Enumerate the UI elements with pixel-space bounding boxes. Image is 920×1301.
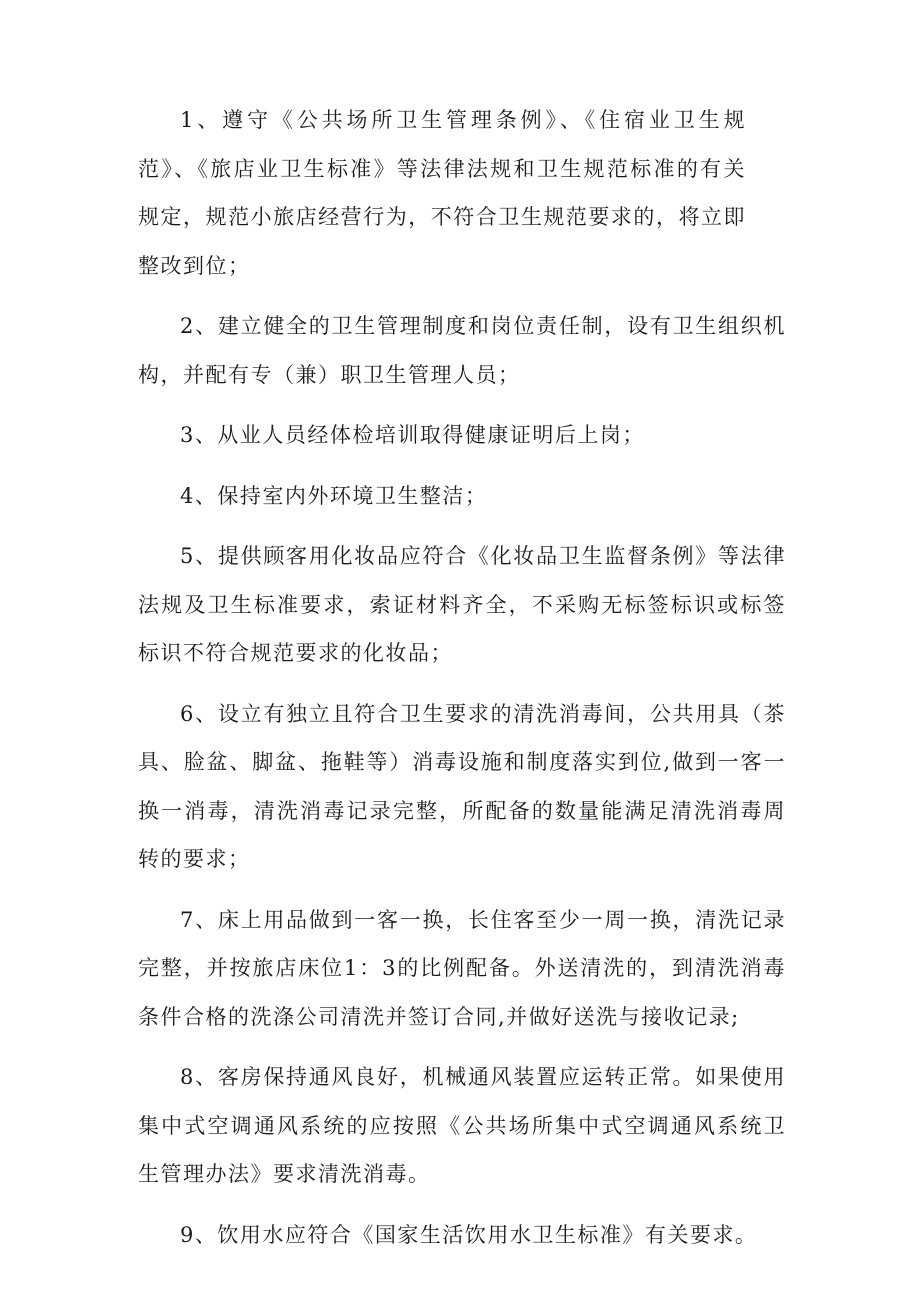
clause-number: 3、: [180, 423, 218, 447]
document-body: [138, 96, 786, 1271]
clause-8: [138, 1053, 786, 1199]
clause-text: 遵守《公共场所卫生管理条例》、《住宿业卫生规范》、《旅店业卫生标准》等法律法规和卫生规范标准的有关规定，规范小旅店经营行为，不符合卫生规范要求的，将立即整改到位；: [138, 108, 746, 278]
clause-7: [138, 896, 786, 1042]
clause-text: 客房保持通风良好，机械通风装置应运转正常。如果使用集中式空调通风系统的应按照《公共场所集中式空调通风系统卫生管理办法》要求清洗消毒。: [138, 1065, 786, 1186]
clause-text: 保持室内外环境卫生整洁；: [217, 483, 488, 508]
clause-2: [138, 302, 786, 399]
clause-number: 6、: [180, 701, 218, 726]
clause-6: [138, 690, 786, 884]
clause-number: 7、: [180, 907, 218, 932]
clause-number: 2、: [180, 314, 218, 338]
clause-1: [138, 96, 786, 290]
clause-text: 提供顾客用化妆品应符合《化妆品卫生监督条例》等法律法规及卫生标准要求，索证材料齐全，不采购无标签标识或标签标识不符合规范要求的化妆品；: [138, 544, 786, 665]
clause-5: [138, 532, 786, 678]
clause-text: 建立健全的卫生管理制度和岗位责任制，设有卫生组织机构，并配有专（兼）职卫生管理人员；: [138, 314, 786, 387]
clause-number: 4、: [180, 483, 218, 508]
clause-4: [138, 472, 786, 521]
clause-number: 1、: [180, 108, 223, 132]
clause-9: [138, 1211, 786, 1260]
clause-3: [138, 411, 786, 460]
clause-number: 5、: [180, 544, 218, 568]
clause-text: 床上用品做到一客一换，长住客至少一周一换，清洗记录完整，并按旅店床位1：3的比例配备。外送清洗的，到清洗消毒条件合格的洗涤公司清洗并签订合同,并做好送洗与接收记录;: [138, 907, 786, 1029]
clause-text: 从业人员经体检培训取得健康证明后上岗；: [217, 423, 645, 447]
clause-number: 9、: [180, 1222, 218, 1247]
clause-text: 设立有独立且符合卫生要求的清洗消毒间，公共用具（茶具、脸盆、脚盆、拖鞋等）消毒设施和制度落实到位,做到一客一换一消毒，清洗消毒记录完整，所配备的数量能满足清洗消毒周转的要求；: [138, 701, 786, 871]
clause-text: 饮用水应符合《国家生活饮用水卫生标准》有关要求。: [217, 1222, 758, 1247]
clause-number: 8、: [180, 1065, 218, 1089]
